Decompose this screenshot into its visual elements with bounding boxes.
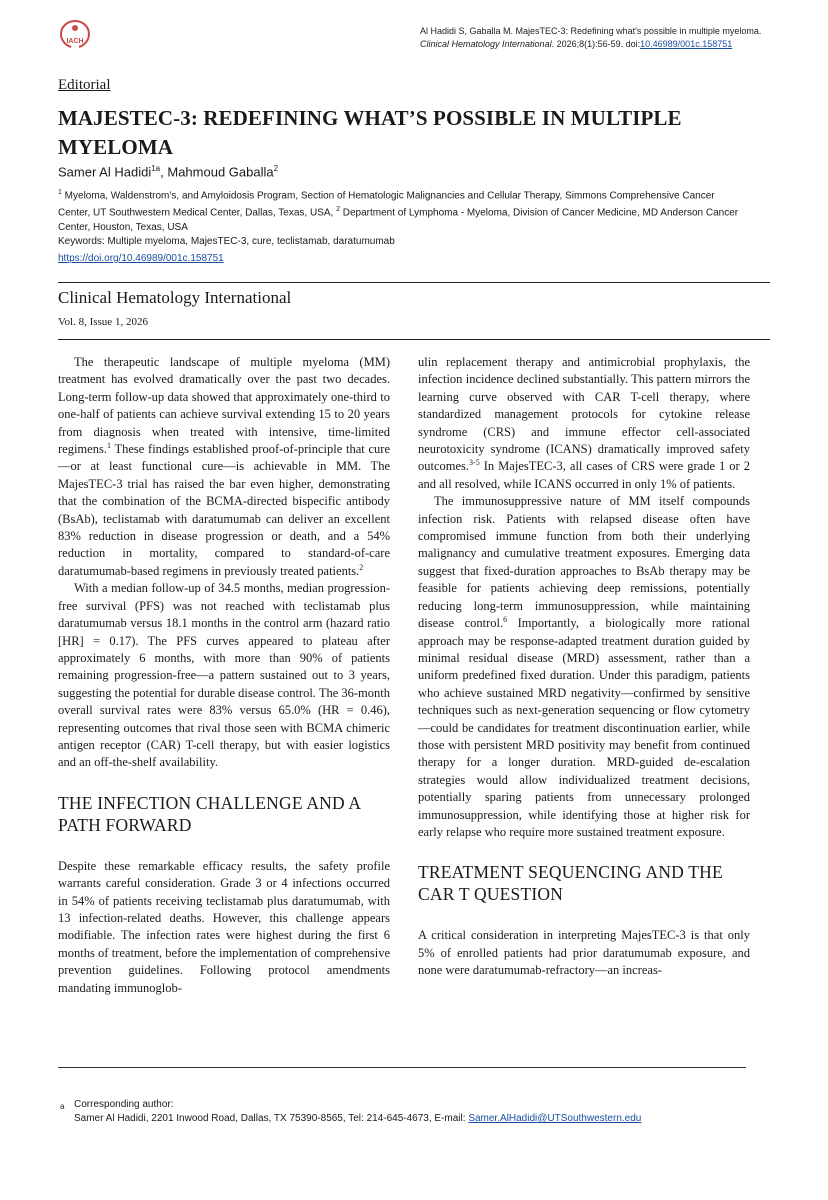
paragraph xyxy=(418,493,750,841)
reference-mark[interactable]: 2 xyxy=(359,562,364,572)
affiliation-mark: 1 xyxy=(58,189,62,196)
header-citation xyxy=(420,25,800,51)
author-name: Mahmoud Gaballa xyxy=(167,164,274,180)
paragraph: With a median follow-up of 34.5 months, median progression-free survival (PFS) was not reached with teclistamab plus daratumumab versus 18.1 months in the control arm (hazard ratio [HR] = 0.17). The PFS curves appeared to plateau after approximately 6 months, with more than 90% of patients remaining progression-free—a pattern sustained out to 3 years, suggesting the potential for durable disease control. The 36-month overall survival rates were 83% versus 65.0% (HR = 0.46), representing outcomes that rival those seen with BCMA chimeric antigen receptor (CAR) T-cell therapy, but with easier logistics and an off-the-shelf availability. xyxy=(58,581,390,770)
paragraph xyxy=(418,354,750,493)
journal-logo-text: IACH xyxy=(66,38,84,45)
affiliation-text: Myeloma, Waldenstrom’s, and Amyloidosis Program, Section of Hematologic Malignancies and Cellular Therapy, Simmons Comprehensive Cancer Center, UT Southwestern Medical Center, Dallas, Texas, USA, xyxy=(58,190,715,219)
keywords: Keywords: Multiple myeloma, MajesTEC-3, cure, teclistamab, daratumumab xyxy=(58,236,395,247)
author-separator: , xyxy=(160,164,168,180)
affiliations xyxy=(58,186,748,235)
paragraph-text: Importantly, a biologically more rational approach may be response-adapted treatment duration guided by minimal residual disease (MRD) assessment, rather than a uniform predefined fixed duration. Under this paradigm, patients who achieve sustained MRD negativity—confirmed by sensitive techniques such as next-generation sequencing or flow cytometry—could be candidates for treatment discontinuation earlier, while those with persistent MRD positivity may benefit from continued therapy for a longer duration. MRD-guided de-escalation strategies would allow individualized treatment decisions, potentially sparing patients from unnecessary prolonged immunosuppression, while identifying those at higher risk for early relapse who require more sustained treatment exposure. xyxy=(418,616,750,839)
email-link[interactable]: Samer.AlHadidi@UTSouthwestern.edu xyxy=(468,1113,642,1124)
footnote-mark: a xyxy=(60,1102,65,1111)
journal-name: Clinical Hematology International xyxy=(58,288,292,307)
journal-logo-icon xyxy=(57,18,93,52)
body-column-right xyxy=(418,354,750,980)
citation-journal: Clinical Hematology International xyxy=(420,39,552,49)
paragraph-text: The immunosuppressive nature of MM itself compounds infection risk. Patients with relapsed disease often have compromised immune function from both their underlying malignancy and cumulative treatment exposures. Emerging data suggest that fixed-duration approaches to BsAb therapy may be feasible for patients achieving deep remissions, potentially reducing long-term immunosuppression, while maintaining disease control. xyxy=(418,494,750,631)
author-list xyxy=(58,164,278,179)
paragraph-text: In MajesTEC-3, all cases of CRS were grade 1 or 2 and all resolved, while ICANS occurred in only 1% of patients. xyxy=(418,459,750,491)
reference-mark[interactable]: 1 xyxy=(106,440,111,450)
doi-link[interactable]: https://doi.org/10.46989/001c.158751 xyxy=(58,253,224,264)
section-label: Editorial xyxy=(58,77,111,93)
paragraph: A critical consideration in interpreting MajesTEC-3 is that only 5% of enrolled patients had prior daratumumab exposure, and none were daratumumab-refractory—an increas- xyxy=(418,928,750,978)
affiliation-mark: 2 xyxy=(336,206,340,214)
footnote-text: Samer Al Hadidi, 2201 Inwood Road, Dallas, TX 75390-8565, Tel: 214-645-4673, E-mail: xyxy=(74,1113,469,1124)
footnote xyxy=(60,1098,642,1126)
author-name: Samer Al Hadidi xyxy=(58,164,152,180)
body-column-left xyxy=(58,354,390,997)
citation-doi-link[interactable]: 10.46989/001c.158751 xyxy=(640,39,733,49)
paragraph xyxy=(58,354,390,580)
section-heading: THE INFECTION CHALLENGE AND A PATH FORWARD xyxy=(58,792,361,835)
section-heading: TREATMENT SEQUENCING AND THE CAR T QUESTION xyxy=(418,862,723,905)
citation-tail: . 2026;8(1):56-59. doi: xyxy=(551,39,641,49)
divider xyxy=(58,339,770,340)
reference-mark[interactable]: 3-5 xyxy=(469,458,480,468)
paragraph-text: The therapeutic landscape of multiple myeloma (MM) treatment has evolved dramatically over the past two decades. Long-term follow-up data showed that approximately one-third to one-half of patients can achieve survival extending 15 to 20 years from diagnosis when treated with intensive, time-limited regimens. xyxy=(58,355,390,457)
journal-logo xyxy=(57,18,93,52)
paragraph-text: These findings established proof-of-principle that cure—or at least functional cure—is achievable in MM. The MajesTEC-3 trial has raised the bar even higher, demonstrating that the combination of the BCMA-directed bispecific antibody (BsAb), teclistamab with daratumumab can deliver an excellent 83% reduction in disease progression or death, and a 54% reduction in mortality, compared to standard-of-care daratumumab-based regimens in previously treated patients. xyxy=(58,442,390,578)
affiliation-text: Department of Lymphoma - Myeloma, Division of Cancer Medicine, MD Anderson Cancer Center, Houston, Texas, USA xyxy=(58,207,739,233)
divider xyxy=(58,282,770,283)
footnote-divider xyxy=(58,1067,746,1068)
paragraph-text: ulin replacement therapy and antimicrobial prophylaxis, the infection incidence declined substantially. This pattern mirrors the learning curve observed with CAR T-cell therapy, where standardized management protocols for cytokine release syndrome (CRS) and immune effector cell-associated neurotoxicity syndrome (ICANS) dramatically improved safety outcomes. xyxy=(418,355,750,474)
author-affiliation-mark: 1a xyxy=(151,164,161,173)
author-affiliation-mark: 2 xyxy=(273,164,279,173)
volume-issue: Vol. 8, Issue 1, 2026 xyxy=(58,316,148,328)
paragraph: Despite these remarkable efficacy results, the safety profile warrants careful consideration. Grade 3 or 4 infections occurred in 54% of patients receiving teclistamab plus daratumumab, with 13 infection-related deaths. However, this challenge appears modifiable. The infection rates were highest during the first 6 months of treatment, before the implementation of comprehensive prevention guidelines. Following protocol amendments mandating immunoglob- xyxy=(58,858,390,995)
citation-line: Al Hadidi S, Gaballa M. MajesTEC-3: Redefining what's possible in multiple myeloma. xyxy=(420,26,762,36)
reference-mark[interactable]: 6 xyxy=(503,614,508,624)
article-title: MAJESTEC-3: REDEFINING WHAT’S POSSIBLE IN MULTIPLE MYELOMA xyxy=(58,106,682,159)
footnote-label: Corresponding author: xyxy=(74,1099,174,1110)
